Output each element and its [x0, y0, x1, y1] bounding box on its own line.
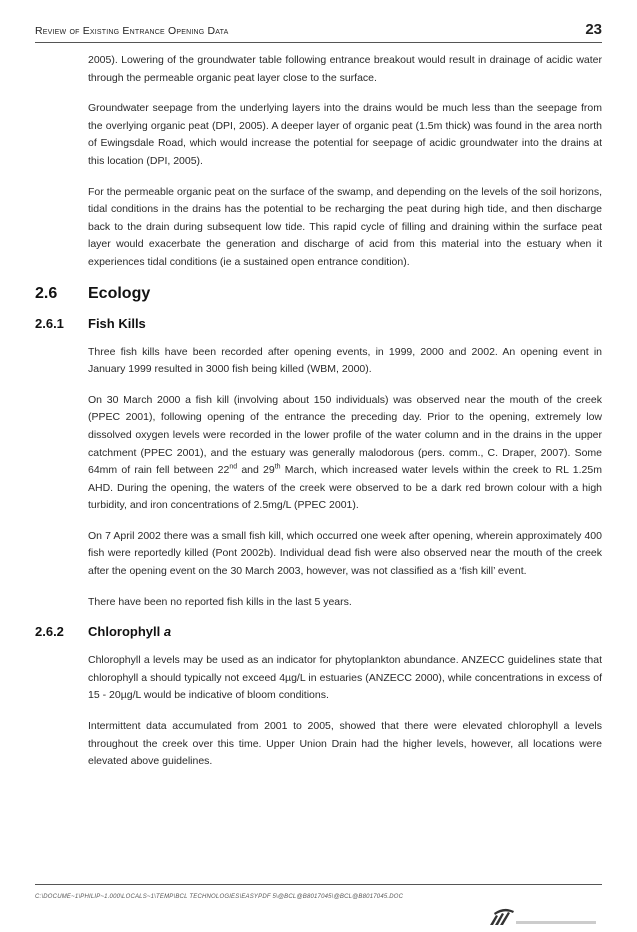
page-header [35, 22, 602, 43]
paragraph: 2005). Lowering of the groundwater table following entrance breakout would result in drainage of acidic water through the permeable organic peat layer close to the surface. [88, 54, 602, 84]
document-path: C:\DOCUME~1\PHILIP~1.000\LOCALS~1\TEMP\BCL TECHNOLOGIES\EASYPDF 5\@BCL@B8017045\@BCL@B8017045.DOC [35, 894, 404, 900]
text-run: and 29 [237, 464, 275, 477]
company-logo-icon [482, 905, 602, 927]
title-italic: a [163, 624, 172, 640]
page-body [35, 52, 602, 784]
section-number: 2.6 [35, 284, 58, 302]
paragraph: Chlorophyll a levels may be used as an indicator for phytoplankton abundance. ANZECC guidelines state that chlorophyll a should typically not exceed 4µg/L in estuaries (ANZECC 2000), while concentrations in excess of 15 - 20µg/L would be indicative of bloom conditions. [88, 654, 602, 702]
page-footer [35, 884, 602, 900]
subsection-heading-fish-kills [35, 316, 602, 331]
paragraph: For the permeable organic peat on the surface of the swamp, and depending on the levels of the soil horizons, tidal conditions in the drains has the potential to be recharging the peat during high tide, and then discharge back to the drain during subsequent low tide. This rapid cycle of filling and draining within the surface peat layer would exacerbate the generation and discharge of acid from this material into the estuary when it experiences tidal conditions (ie a sustained open entrance condition). [88, 185, 602, 268]
section-heading-ecology [35, 285, 602, 303]
subsection-number: 2.6.2 [35, 624, 64, 640]
section-title: Ecology [88, 284, 151, 302]
paragraph: Intermittent data accumulated from 2001 to 2005, showed that there were elevated chlorophyll a levels throughout the creek over this time. Upper Union Drain had the higher levels, however, all locations were elevated above guidelines. [88, 720, 602, 768]
running-title: Review of Existing Entrance Opening Data [35, 25, 229, 37]
paragraph: Groundwater seepage from the underlying layers into the drains would be much less than the seepage from the overlying organic peat (DPI, 2005). A deeper layer of organic peat (1.5m thick) was found in the area north of Ewingsdale Road, which would increase the potential for seepage of acidic groundwater into the drains at this location (DPI, 2005). [88, 102, 602, 167]
subsection-title [88, 624, 171, 639]
title-text: Chlorophyll [88, 624, 164, 640]
text-run: March, which increased water levels within the creek to RL 1.25m AHD. During the opening, the waters of the creek were observed to be a dark red brown colour with a high turbidity, and iron concentrations of 2.5mg/L (PPEC 2001). [88, 464, 602, 512]
paragraph: Three fish kills have been recorded after opening events, in 1999, 2000 and 2002. An opening event in January 1999 resulted in 3000 fish being killed (WBM, 2000). [88, 345, 602, 376]
text-run: On 30 March 2000 a fish kill (involving about 150 individuals) was observed near the mouth of the creek (PPEC 2001), following opening of the entrance the preceding day. Prior to the opening, extremely low dissolved oxygen levels were recorded in the lower profile of the water column and in the drains in the upper catchment (PPEC 2001), and the estuary was generally malodorous (pers. comm., C. Draper, 2007). Some 64mm of rain fell between 22 [88, 393, 602, 477]
paragraph: There have been no reported fish kills in the last 5 years. [88, 595, 352, 608]
paragraph: On 7 April 2002 there was a small fish kill, which occurred one week after opening, wherein approximately 400 fish were reportedly killed (Pont 2002b). Individual dead fish were also observed near the mouth of the creek after the opening event on the 30 March 2003, however, was not classified as a ‘fish kill’ event. [88, 529, 602, 578]
subsection-title: Fish Kills [88, 315, 146, 331]
subsection-heading-chlorophyll [35, 624, 602, 639]
subsection-number: 2.6.1 [35, 315, 64, 331]
superscript: th [274, 463, 281, 471]
superscript: nd [229, 463, 238, 471]
page-number: 23 [585, 21, 602, 38]
paragraph [88, 392, 602, 515]
